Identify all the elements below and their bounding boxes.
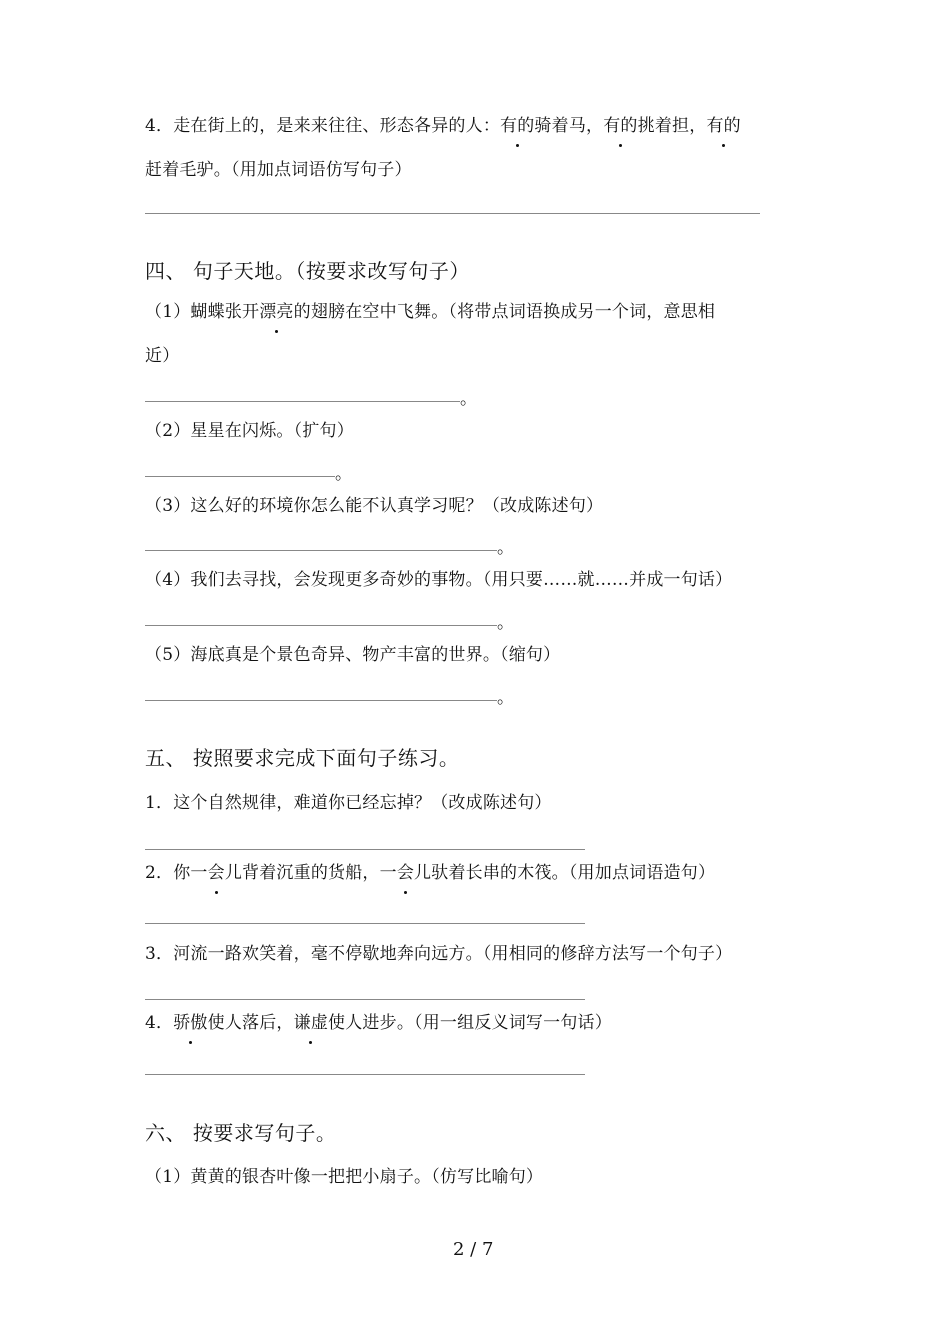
q6-1: （1）黄黄的银杏叶像一把把小扇子。（仿写比喻句） (145, 1167, 544, 1187)
section-4-heading: 四、 句子天地。（按要求改写句子） (145, 259, 470, 283)
text-span: 2．你 (145, 863, 191, 883)
answer-line[interactable] (145, 213, 760, 214)
section-6-heading: 六、 按要求写句子。 (145, 1121, 337, 1145)
answer-line[interactable] (145, 923, 585, 924)
text-span: 背着沉重的货船， (242, 863, 380, 883)
dotted-word: 有的 (706, 116, 741, 136)
dotted-word: 一会儿 (190, 863, 243, 883)
text-span: 4． (145, 1013, 174, 1033)
period: 。 (497, 613, 514, 633)
dotted-word: 骄傲 (173, 1013, 208, 1033)
q5-4 (145, 1011, 612, 1035)
text-span: 挑着担， (637, 116, 707, 136)
text-span: 4．走在街上的，是来来往往、形态各异的人： (145, 116, 501, 136)
dotted-word: 有的 (500, 116, 535, 136)
dotted-word: 有的 (603, 116, 638, 136)
text-span: 的翅膀在空中飞舞。（将带点词语换成另一个词，意思相 (293, 302, 716, 322)
q5-1: 1．这个自然规律，难道你已经忘掉？（改成陈述句） (145, 793, 552, 813)
period: 。 (497, 538, 514, 558)
q4-1-line1 (145, 300, 715, 324)
answer-line[interactable] (145, 1074, 585, 1075)
text-span: （1）蝴蝶张开 (145, 302, 260, 322)
q5-3: 3．河流一路欢笑着，毫不停歇地奔向远方。（用相同的修辞方法写一个句子） (145, 944, 733, 964)
section-5-heading: 五、 按照要求完成下面句子练习。 (145, 746, 460, 770)
q4-4: （4）我们去寻找，会发现更多奇妙的事物。（用只要……就……并成一句话） (145, 570, 733, 590)
text-span: 使人落后， (207, 1013, 294, 1033)
text-span: 骑着马， (534, 116, 604, 136)
answer-line[interactable] (145, 849, 585, 850)
q4-1-line2: 近） (145, 346, 180, 366)
q3-4-line1 (145, 114, 741, 138)
answer-line[interactable] (145, 476, 335, 477)
dotted-word: 一会儿 (379, 863, 432, 883)
page-number: 2 / 7 (453, 1239, 494, 1260)
text-span: 驮着长串的木筏。（用加点词语造句） (431, 863, 716, 883)
text-span: 使人进步。（用一组反义词写一句话） (328, 1013, 612, 1033)
answer-line[interactable] (145, 401, 460, 402)
period: 。 (497, 688, 514, 708)
q4-2: （2）星星在闪烁。（扩句） (145, 421, 354, 441)
answer-line[interactable] (145, 700, 497, 701)
answer-line[interactable] (145, 550, 497, 551)
answer-line[interactable] (145, 625, 497, 626)
dotted-word: 谦虚 (293, 1013, 329, 1033)
q4-3: （3）这么好的环境你怎么能不认真学习呢？（改成陈述句） (145, 496, 604, 516)
dotted-word: 漂亮 (259, 302, 294, 322)
period: 。 (460, 389, 477, 409)
period: 。 (335, 464, 352, 484)
q5-2 (145, 861, 715, 885)
answer-line[interactable] (145, 999, 585, 1000)
q3-4-line2: 赶着毛驴。（用加点词语仿写句子） (145, 160, 412, 180)
q4-5: （5）海底真是个景色奇异、物产丰富的世界。（缩句） (145, 645, 561, 665)
